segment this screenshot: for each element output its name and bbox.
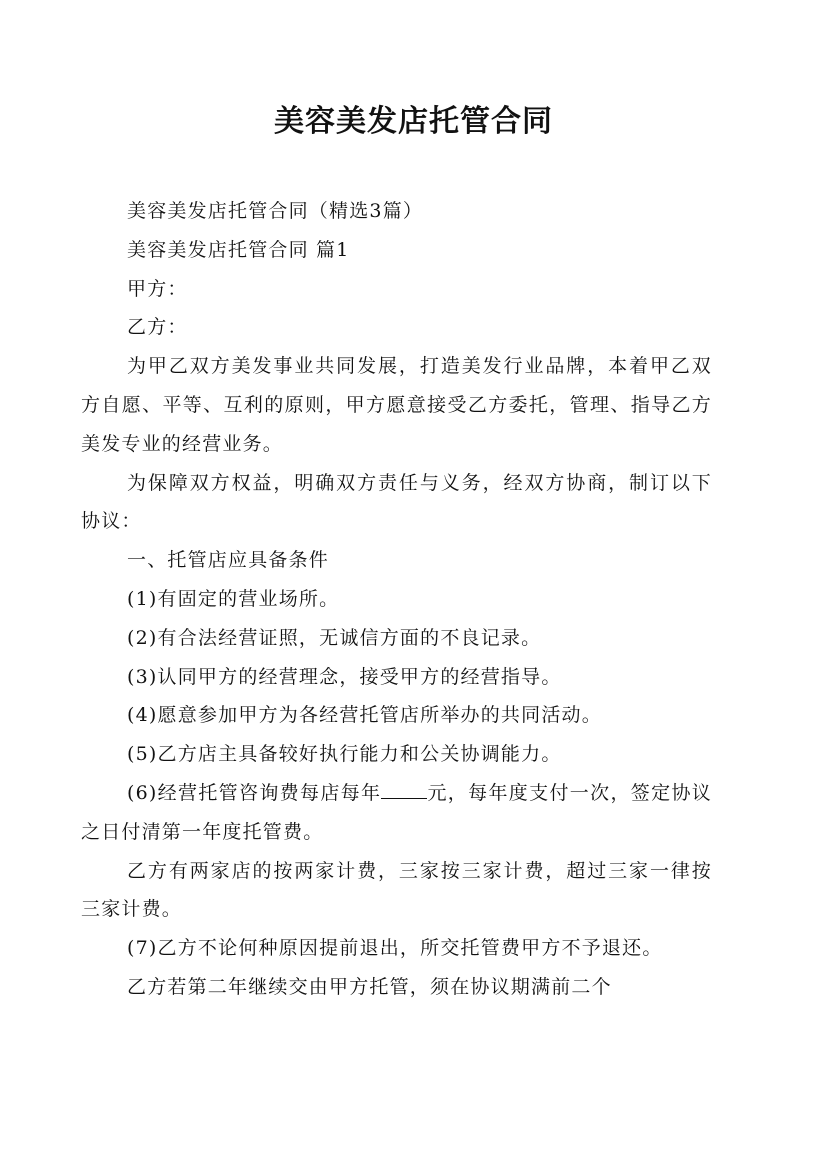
fee-clause — [81, 774, 712, 852]
paragraph: 乙方有两家店的按两家计费，三家按三家计费，超过三家一律按三家计费。 — [81, 859, 712, 921]
paragraph: 美容美发店托管合同（精选3篇） — [127, 200, 424, 222]
paragraph: 乙方： — [127, 316, 188, 339]
list-item: (2)有合法经营证照，无诚信方面的不良记录。 — [127, 626, 542, 649]
fee-clause-before: (6)经营托管咨询费每店每年 — [127, 781, 382, 804]
paragraph: 甲方： — [127, 277, 188, 300]
document-body — [81, 192, 712, 1007]
paragraph: 为保障双方权益，明确双方责任与义务，经双方协商，制订以下协议： — [81, 471, 712, 533]
fee-clause-after: 元，每年度支付一次，签定协议之日付清第一年度托管费。 — [81, 781, 712, 843]
paragraph: 乙方若第二年继续交由甲方托管，须在协议期满前二个 — [127, 975, 612, 998]
list-item: (4)愿意参加甲方为各经营托管店所举办的共同活动。 — [127, 704, 602, 727]
fee-amount-blank — [381, 782, 427, 799]
document-title: 美容美发店托管合同 — [274, 104, 553, 139]
list-item: (5)乙方店主具备较好执行能力和公关协调能力。 — [127, 743, 562, 766]
list-item: (7)乙方不论何种原因提前退出，所交托管费甲方不予退还。 — [127, 937, 663, 960]
paragraph: 为甲乙双方美发事业共同发展，打造美发行业品牌，本着甲乙双方自愿、平等、互利的原则，甲方愿意接受乙方委托，管理、指导乙方美发专业的经营业务。 — [81, 355, 712, 455]
paragraph: 美容美发店托管合同 篇1 — [127, 238, 350, 261]
list-item: (3)认同甲方的经营理念，接受甲方的经营指导。 — [127, 665, 562, 688]
section-heading: 一、托管店应具备条件 — [127, 549, 330, 572]
list-item: (1)有固定的营业场所。 — [127, 587, 340, 610]
